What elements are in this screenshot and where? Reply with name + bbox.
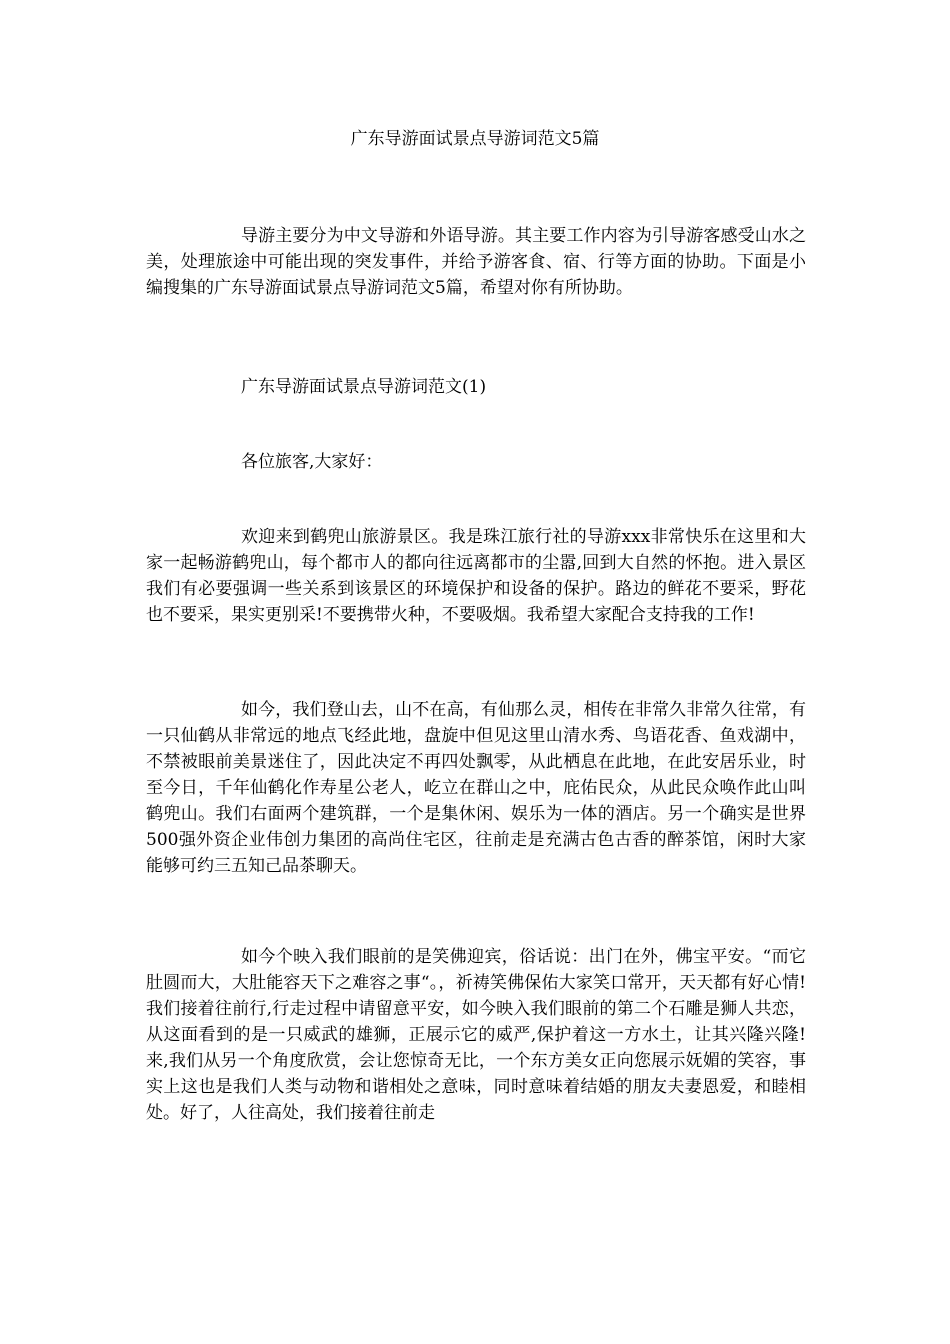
body-paragraph-1: 欢迎来到鹤兜山旅游景区。我是珠江旅行社的导游xxx非常快乐在这里和大家一起畅游鹤兜山，每个都市人的都向往远离都市的尘嚣,回到大自然的怀抱。进入景区我们有必要强调一些关系到该景区的环境保护和设备的保护。路边的鲜花不要采，野花也不要采，果实更别采!不要携带火种，不要吸烟。我希望大家配合支持我的工作! (146, 527, 806, 625)
intro-paragraph: 导游主要分为中文导游和外语导游。其主要工作内容为引导游客感受山水之美，处理旅途中可能出现的突发事件，并给予游客食、宿、行等方面的协助。下面是小编搜集的广东导游面试景点导游词范文5篇，希望对你有所协助。 (146, 226, 806, 298)
section-heading: 广东导游面试景点导游词范文(1) (241, 377, 487, 397)
greeting: 各位旅客,大家好： (241, 452, 383, 472)
body-paragraph-2: 如今，我们登山去，山不在高，有仙那么灵，相传在非常久非常久往常，有一只仙鹤从非常远的地点飞经此地，盘旋中但见这里山清水秀、鸟语花香、鱼戏湖中，不禁被眼前美景迷住了，因此决定不再四处飘零，从此栖息在此地，在此安居乐业，时至今日，千年仙鹤化作寿星公老人，屹立在群山之中，庇佑民众，从此民众唤作此山叫鹤兜山。我们右面两个建筑群，一个是集休闲、娱乐为一体的酒店。另一个确实是世界500强外资企业伟创力集团的高尚住宅区，往前走是充满古色古香的醉茶馆，闲时大家能够可约三五知己品茶聊天。 (146, 700, 806, 876)
document-title: 广东导游面试景点导游词范文5篇 (350, 129, 600, 149)
body-paragraph-3: 如今个映入我们眼前的是笑佛迎宾，俗话说：出门在外，佛宝平安。“而它肚圆而大，大肚能容天下之难容之事“。，祈祷笑佛保佑大家笑口常开，天天都有好心情!我们接着往前行,行走过程中请留意平安，如今映入我们眼前的第二个石雕是狮人共恋，从这面看到的是一只威武的雄狮，正展示它的威严,保护着这一方水土，让其兴隆兴隆!来,我们从另一个角度欣赏，会让您惊奇无比，一个东方美女正向您展示妩媚的笑容，事实上这也是我们人类与动物和谐相处之意味，同时意味着结婚的朋友夫妻恩爱，和睦相处。好了，人往高处，我们接着往前走 (146, 947, 806, 1123)
